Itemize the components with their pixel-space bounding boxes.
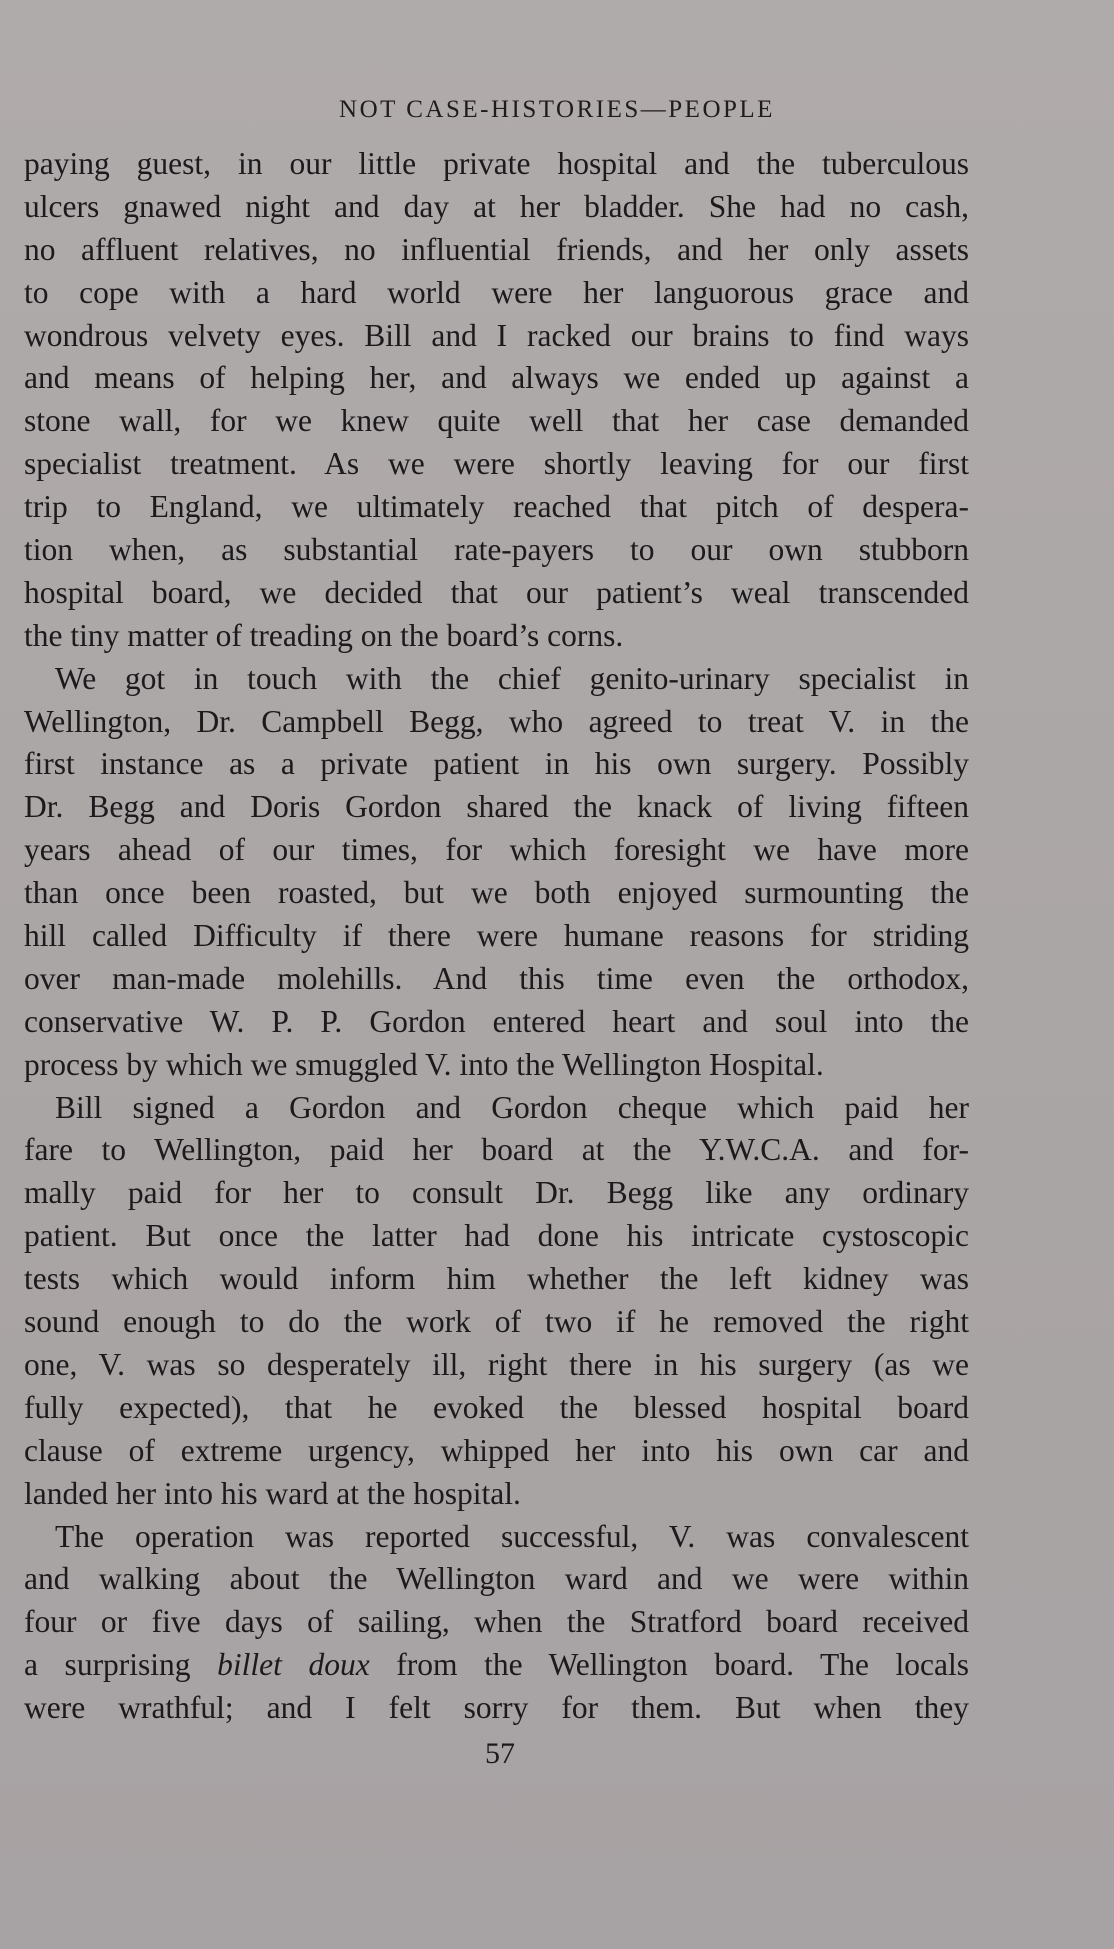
text-line: and means of helping her, and always we ended up against a <box>24 360 969 396</box>
running-head: NOT CASE-HISTORIES—PEOPLE <box>339 96 775 123</box>
text-line: clause of extreme urgency, whipped her into his own car and <box>24 1432 969 1468</box>
text-line: We got in touch with the chief genito-urinary specialist in <box>55 660 969 696</box>
text-line: hospital board, we decided that our patient’s weal transcended <box>24 574 969 610</box>
page-number: 57 <box>485 1737 515 1770</box>
text-line: first instance as a private patient in his own surgery. Possibly <box>24 746 969 782</box>
text-line: fare to Wellington, paid her board at the Y.W.C.A. and for- <box>24 1132 969 1168</box>
italic-phrase: billet doux <box>217 1647 370 1683</box>
text-line: no affluent relatives, no influential friends, and her only assets <box>24 231 969 267</box>
text-line-with-italic <box>24 1644 969 1687</box>
text-line: hill called Difficulty if there were humane reasons for striding <box>24 918 969 954</box>
text-line: The operation was reported successful, V. was convalescent <box>55 1518 969 1554</box>
text-line: over man-made molehills. And this time even the orthodox, <box>24 960 969 996</box>
text-line: process by which we smuggled V. into the Wellington Hospital. <box>24 1046 824 1082</box>
text-line: trip to England, we ultimately reached that pitch of despera- <box>24 489 969 525</box>
text-line: ulcers gnawed night and day at her bladder. She had no cash, <box>24 188 969 224</box>
text-line: sound enough to do the work of two if he removed the right <box>24 1304 969 1340</box>
text-line: landed her into his ward at the hospital. <box>24 1475 521 1511</box>
text-line: tion when, as substantial rate-payers to our own stubborn <box>24 532 969 568</box>
text-line: Wellington, Dr. Campbell Begg, who agreed to treat V. in the <box>24 703 969 739</box>
text-line: stone wall, for we knew quite well that her case demanded <box>24 403 969 439</box>
text-line: specialist treatment. As we were shortly leaving for our first <box>24 446 969 482</box>
text-line: were wrathful; and I felt sorry for them. But when they <box>24 1690 969 1726</box>
text-segment: from the Wellington board. The locals <box>369 1647 969 1683</box>
text-line: tests which would inform him whether the left kidney was <box>24 1261 969 1297</box>
text-line: paying guest, in our little private hospital and the tuberculous <box>24 146 969 181</box>
text-line: years ahead of our times, for which foresight we have more <box>24 832 969 868</box>
text-line: the tiny matter of treading on the board’s corns. <box>24 617 624 653</box>
body-text <box>24 143 969 1730</box>
text-line: patient. But once the latter had done his intricate cystoscopic <box>24 1218 969 1254</box>
text-line: wondrous velvety eyes. Bill and I racked our brains to find ways <box>24 317 969 353</box>
text-segment: a surprising <box>24 1647 218 1683</box>
text-line: conservative W. P. P. Gordon entered heart and soul into the <box>24 1003 969 1039</box>
text-line: than once been roasted, but we both enjoyed surmounting the <box>24 875 969 911</box>
text-line: mally paid for her to consult Dr. Begg like any ordinary <box>24 1175 969 1211</box>
text-line: Bill signed a Gordon and Gordon cheque which paid her <box>55 1089 969 1125</box>
text-line: fully expected), that he evoked the blessed hospital board <box>24 1389 969 1425</box>
text-line: one, V. was so desperately ill, right there in his surgery (as we <box>24 1346 969 1382</box>
text-line: to cope with a hard world were her languorous grace and <box>24 274 969 310</box>
text-line: Dr. Begg and Doris Gordon shared the knack of living fifteen <box>24 789 969 825</box>
text-line: four or five days of sailing, when the Stratford board received <box>24 1604 969 1640</box>
text-line: and walking about the Wellington ward and we were within <box>24 1561 969 1597</box>
